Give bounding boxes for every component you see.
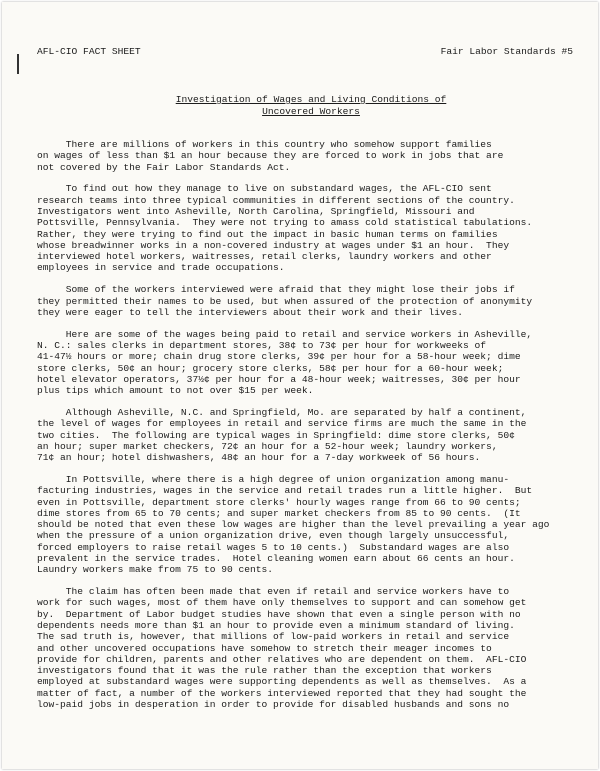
title-line-1: Investigation of Wages and Living Conditions of bbox=[175, 94, 447, 105]
document-page bbox=[2, 2, 598, 769]
text-line: To find out how they manage to live on substandard wages, the AFL-CIO sent bbox=[37, 183, 492, 195]
text-line: forced employers to raise retail wages 5 to 10 cents.) Substandard wages are also bbox=[37, 541, 510, 553]
text-line: interviewed hotel workers, waitresses, retail clerks, laundry workers and other bbox=[37, 251, 492, 263]
text-line: store clerks, 50¢ an hour; grocery store clerks, 58¢ per hour for a 60-hour week; bbox=[37, 362, 504, 374]
text-line: two cities. The following are typical wages in Springfield: dime store clerks, 50¢ bbox=[37, 429, 515, 441]
text-line: even in Pottsville, department store clerks' hourly wages range from 66 to 90 cents; bbox=[37, 496, 521, 508]
text-line: they permitted their names to be used, but when assured of the protection of anonymity bbox=[37, 295, 533, 307]
paragraph bbox=[37, 586, 549, 710]
sheet-label: AFL-CIO FACT SHEET bbox=[37, 46, 141, 57]
text-line: an hour; super market checkers, 72¢ an hour for a 52-hour week; laundry workers, bbox=[37, 440, 498, 452]
paragraph bbox=[37, 183, 549, 273]
text-line: on wages of less than $1 an hour because they are forced to work in jobs that are bbox=[37, 150, 504, 162]
text-line: N. C.: sales clerks in department stores, 38¢ to 73¢ per hour for workweeks of bbox=[37, 339, 487, 351]
text-line: by. Department of Labor budget studies have shown that even a single person with no bbox=[37, 608, 521, 620]
text-line: The sad truth is, however, that millions of low-paid workers in retail and service bbox=[37, 631, 510, 643]
text-line: prevalent in the service trades. Hotel cleaning women earn about 66 cents an hour. bbox=[37, 553, 515, 564]
sheet-number: Fair Labor Standards #5 bbox=[440, 46, 573, 57]
text-line: The claim has often been made that even if retail and service workers have to bbox=[37, 586, 510, 598]
text-line: Rather, they were trying to find out the impact in basic human terms on families bbox=[37, 228, 498, 240]
text-line: work for such wages, most of them have only themselves to support and can somehow get bbox=[37, 597, 527, 609]
text-line: Pottsville, Pennsylvania. They were not trying to amass cold statistical tabulations. bbox=[37, 217, 533, 229]
text-line: should be noted that even these low wages are higher than the level prevailing a year ago bbox=[37, 519, 550, 531]
text-line: Laundry workers make from 75 to 90 cents. bbox=[37, 564, 274, 576]
text-line: Here are some of the wages being paid to retail and service workers in Asheville, bbox=[37, 328, 533, 340]
text-line: plus tips which amount to not over $15 per week. bbox=[37, 385, 314, 397]
text-line: provide for children, parents and other relatives who are dependent on them. AFL-CIO bbox=[37, 653, 527, 665]
text-line: facturing industries, wages in the service and retail trades run a little higher. But bbox=[37, 485, 533, 497]
text-line: whose breadwinner works in a non-covered industry at wages under $1 an hour. They bbox=[37, 239, 510, 251]
document-body bbox=[37, 139, 549, 721]
text-line: Although Asheville, N.C. and Springfield, Mo. are separated by half a continent, bbox=[37, 406, 527, 418]
text-line: In Pottsville, where there is a high degree of union organization among manu- bbox=[37, 473, 510, 485]
text-line: the level of wages for employees in retail and service firms are much the same in the bbox=[37, 418, 527, 430]
text-line: Some of the workers interviewed were afraid that they might lose their jobs if bbox=[37, 284, 515, 296]
text-line: low-paid jobs in desperation in order to provide for disabled husbands and sons no bbox=[37, 699, 510, 711]
text-line: employees in service and trade occupations. bbox=[37, 262, 285, 274]
text-line: matter of fact, a number of the workers interviewed reported that they had sought the bbox=[37, 687, 527, 699]
paragraph bbox=[37, 407, 549, 463]
text-line: when the pressure of a union organization drive, even though largely unsuccessful, bbox=[37, 530, 510, 542]
text-line: employed at substandard wages were supporting dependents as well as themselves. As a bbox=[37, 676, 527, 688]
paragraph bbox=[37, 474, 549, 576]
margin-mark bbox=[17, 54, 19, 74]
text-line: they were eager to tell the interviewers about their work and their lives. bbox=[37, 306, 464, 318]
text-line: There are millions of workers in this country who somehow support families bbox=[37, 139, 492, 150]
text-line: not covered by the Fair Labor Standards Act. bbox=[37, 161, 291, 173]
paragraph bbox=[37, 139, 549, 173]
text-line: research teams into three typical communities in different sections of the country. bbox=[37, 194, 515, 206]
text-line: dependents needs more than $1 an hour to provide even a minimum standard of living. bbox=[37, 619, 515, 631]
text-line: and other uncovered occupations have somehow to stretch their meager incomes to bbox=[37, 642, 492, 654]
text-line: dime stores from 65 to 70 cents; and super market checkers from 85 to 90 cents. (It bbox=[37, 507, 521, 519]
text-line: hotel elevator operators, 37½¢ per hour for a 48-hour week; waitresses, 30¢ per hour bbox=[37, 373, 521, 385]
text-line: 41-47½ hours or more; chain drug store clerks, 39¢ per hour for a 58-hour week; dime bbox=[37, 351, 521, 363]
fact-sheet bbox=[37, 2, 585, 711]
paragraph bbox=[37, 329, 549, 397]
text-line: Investigators went into Asheville, North Carolina, Springfield, Missouri and bbox=[37, 205, 475, 217]
title-line-2: Uncovered Workers bbox=[262, 106, 360, 117]
text-line: 71¢ an hour; hotel dishwashers, 48¢ an hour for a 7-day workweek of 56 hours. bbox=[37, 452, 481, 464]
text-line: investigators found that it was the rule rather than the exception that workers bbox=[37, 665, 492, 677]
paragraph bbox=[37, 284, 549, 318]
